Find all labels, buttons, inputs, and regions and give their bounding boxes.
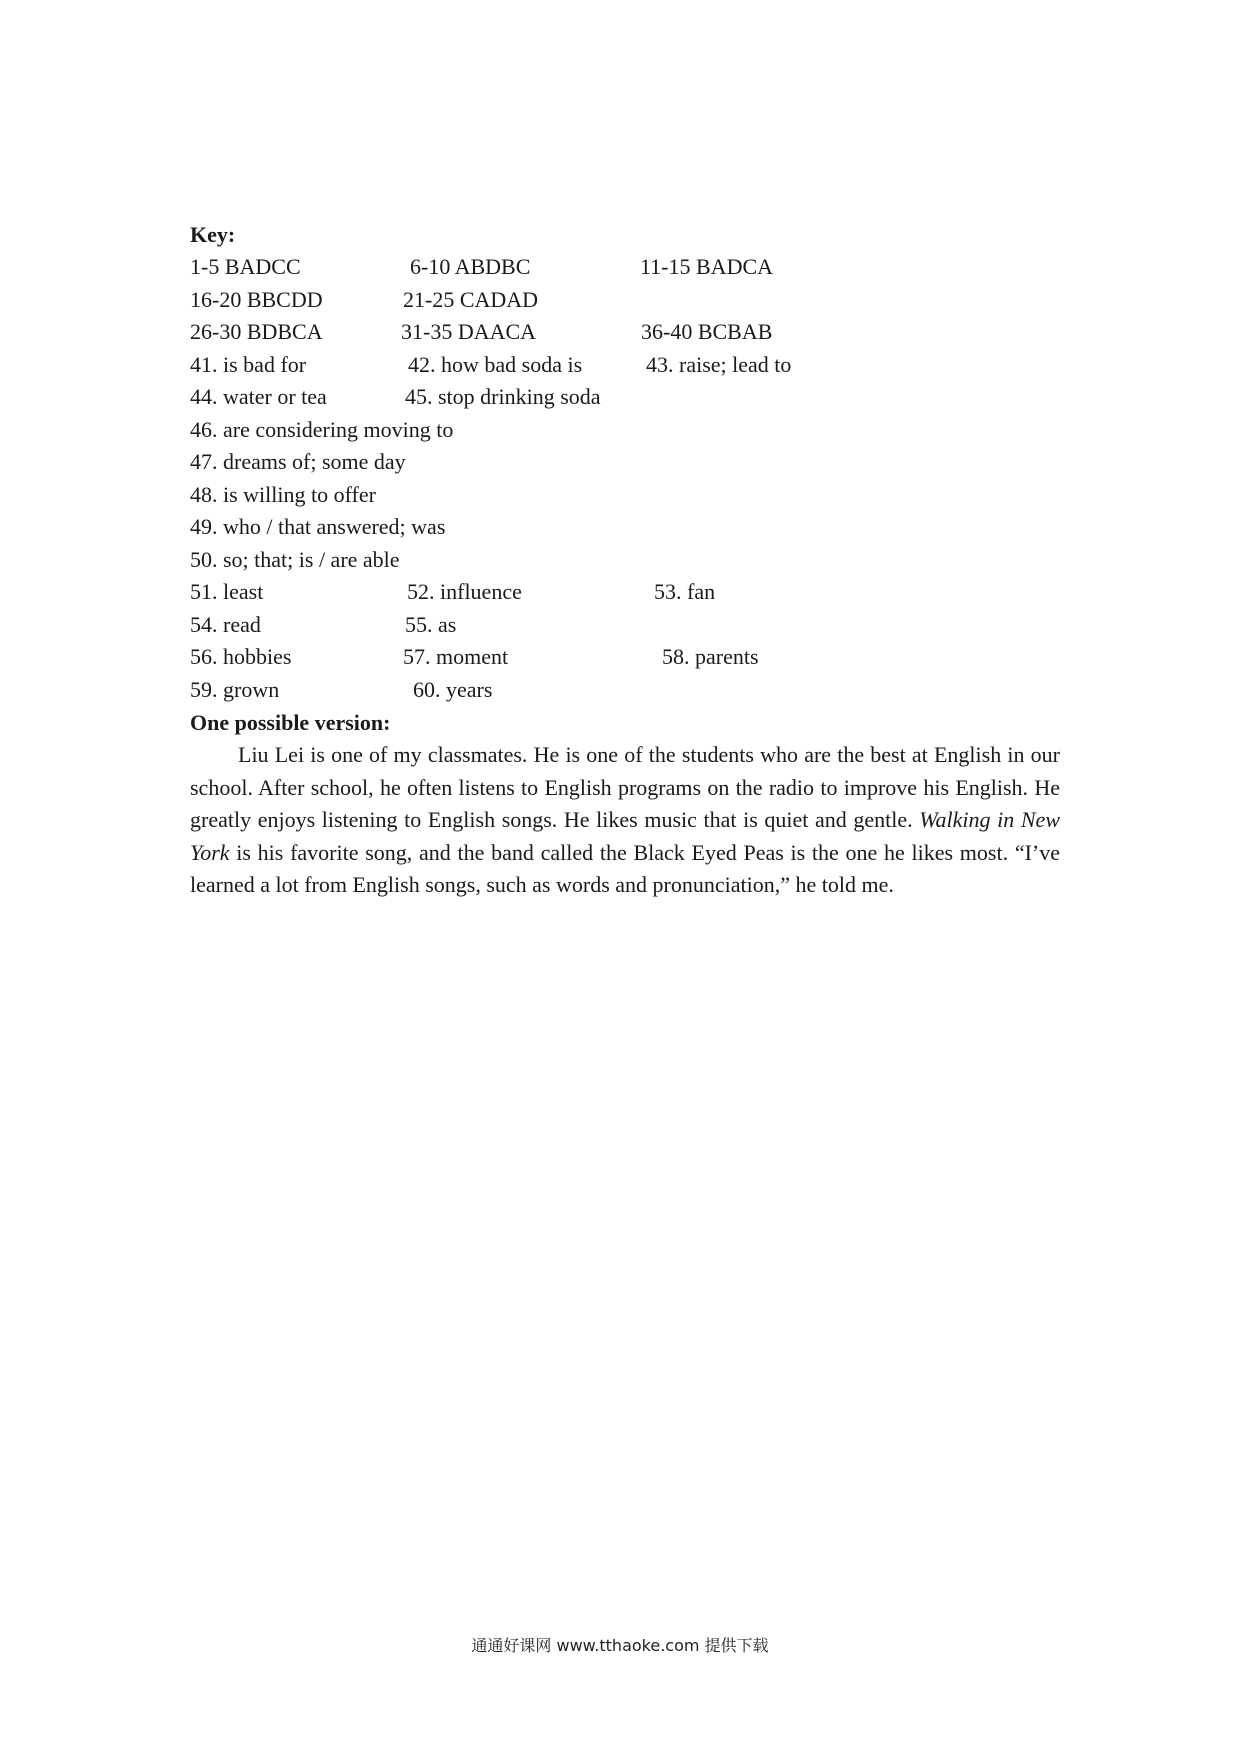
answer-item: 41. is bad for	[190, 351, 307, 377]
answer-item: 45. stop drinking soda	[405, 384, 601, 409]
answer-row	[190, 381, 1060, 414]
answer-row	[190, 414, 1060, 447]
essay-text-1: Liu Lei is one of my classmates. He is one of the students who are the best at English in our school. After school, he often listens to English programs on the radio to improve his English. He greatly enjoys listening to English songs. He likes music that is quiet and gentle.	[190, 742, 1060, 832]
answer-row	[190, 641, 1060, 674]
answer-item: 43. raise; lead to	[646, 351, 792, 377]
answer-row	[190, 349, 1060, 382]
answer-item: 57. moment	[403, 644, 509, 669]
answer-row	[190, 544, 1060, 577]
answer-item: 36-40 BCBAB	[641, 319, 773, 344]
answer-item: 50. so; that; is / are able	[190, 546, 400, 572]
answer-item: 60. years	[413, 676, 493, 702]
answer-item: 49. who / that answered; was	[190, 514, 446, 539]
answer-list	[190, 251, 1060, 706]
answer-item: 42. how bad soda is	[408, 351, 583, 377]
answer-row	[190, 446, 1060, 479]
answer-item: 59. grown	[190, 676, 280, 702]
answer-item: 53. fan	[654, 579, 716, 604]
footer-source: 通通好课网 www.tthaoke.com 提供下载	[471, 1636, 769, 1655]
answer-item: 51. least	[190, 579, 264, 604]
answer-item: 58. parents	[662, 644, 759, 669]
answer-item: 11-15 BADCA	[640, 254, 774, 279]
answer-item: 46. are considering moving to	[190, 416, 454, 442]
answer-row	[190, 511, 1060, 544]
answer-item: 48. is willing to offer	[190, 481, 376, 507]
answer-item: 44. water or tea	[190, 384, 327, 409]
answer-row	[190, 251, 1060, 284]
key-heading: Key:	[190, 222, 236, 247]
answer-item: 21-25 CADAD	[403, 286, 539, 312]
answer-item: 6-10 ABDBC	[410, 254, 531, 279]
answer-item: 1-5 BADCC	[190, 254, 301, 279]
answer-item: 47. dreams of; some day	[190, 449, 406, 474]
answer-item: 54. read	[190, 611, 261, 637]
answer-row	[190, 576, 1060, 609]
song-title: Walking in New York	[190, 807, 1060, 865]
answer-item: 31-35 DAACA	[401, 319, 537, 344]
answer-key-page	[190, 218, 1060, 902]
answer-row	[190, 284, 1060, 317]
answer-row	[190, 479, 1060, 512]
answer-item: 26-30 BDBCA	[190, 319, 323, 344]
answer-item: 56. hobbies	[190, 644, 292, 669]
answer-row	[190, 674, 1060, 707]
answer-item: 52. influence	[407, 579, 522, 604]
answer-row	[190, 316, 1060, 349]
essay-text-2: is his favorite song, and the band called the Black Eyed Peas is the one he likes most. “I’ve learned a lot from English songs, such as words and pronunciation,” he told me.	[190, 839, 1060, 897]
essay-paragraph	[190, 739, 1060, 902]
answer-row	[190, 609, 1060, 642]
answer-item: 55. as	[405, 611, 457, 637]
answer-item: 16-20 BBCDD	[190, 286, 323, 312]
version-heading: One possible version:	[190, 710, 391, 735]
